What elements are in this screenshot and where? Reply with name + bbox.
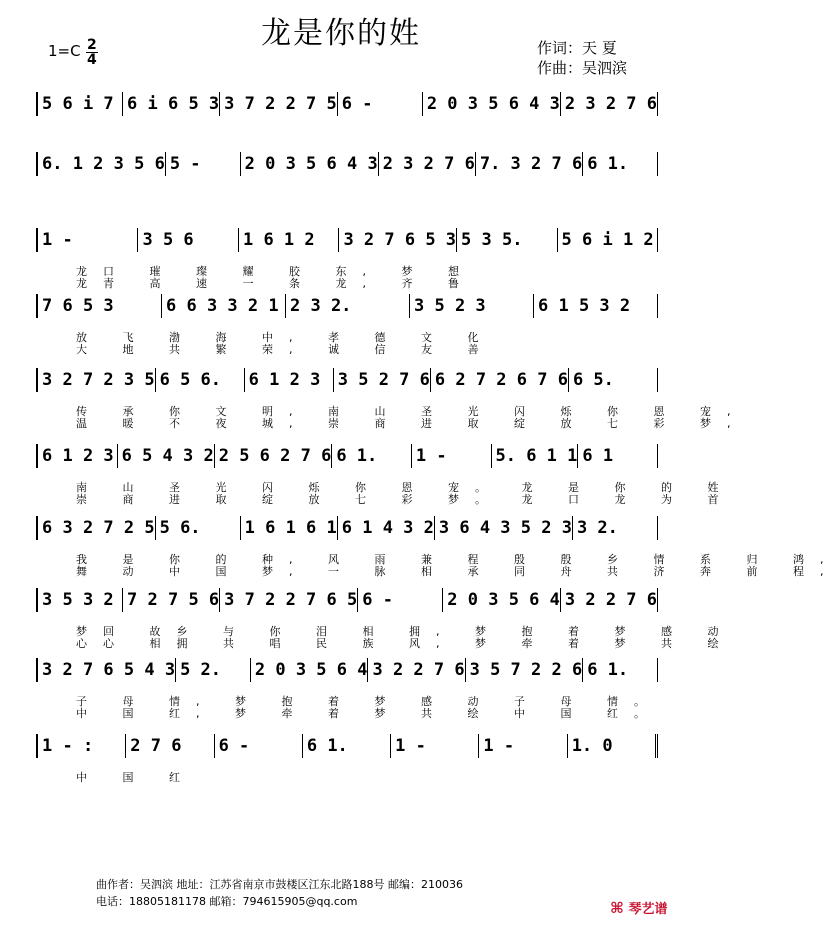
lyricist-credit: 作词：天 夏	[537, 39, 617, 57]
measure: 5 6.	[156, 516, 241, 540]
lyric-line: 舞 动 中 国 梦, 一 脉 相 承 同 舟 共 济 奔 前 程,	[76, 565, 839, 578]
key-signature: 1=C	[48, 42, 81, 60]
system-8	[36, 588, 735, 650]
logo-text: 琴艺谱	[628, 902, 668, 917]
measure: 6 i 6 5 3	[123, 92, 220, 116]
lyric-line: 我 是 你 的 种, 风 雨 兼 程 殷 殷 乡 情 系 归 鸿,	[76, 553, 839, 566]
measure: 3 5 7 2 2 6	[466, 658, 584, 682]
measure: 5 6 i 1 2	[558, 228, 658, 252]
measure: 6 -	[358, 588, 443, 612]
measure: 6 1	[578, 444, 658, 468]
staff-line	[36, 368, 658, 392]
system-9	[36, 658, 661, 720]
measure: 3 2 7 6 5 4 3	[38, 658, 176, 682]
measure: 2 7 6	[126, 734, 214, 758]
measure: 6 1.	[583, 152, 658, 176]
measure: 2 3 2 7 6	[561, 92, 658, 116]
measure: 2 5 6 2 7 6	[215, 444, 333, 468]
lyric-line: 龙口 璀 璨 耀 胶 东, 梦 想	[76, 265, 475, 278]
lyric-line: 南 山 圣 光 闪 烁 你 恩 宠。 龙 是 你 的 姓	[76, 481, 735, 494]
staff-line	[36, 658, 658, 682]
measure: 7 2 7 5 6	[123, 588, 220, 612]
footer-contact-line: 电话：18805181178 邮箱：794615905@qq.com	[96, 895, 358, 908]
lyric-line: 心心 相拥 共 唱 民 族 风, 梦 牵 着 梦 共 绘	[76, 637, 735, 650]
credits	[537, 38, 627, 78]
system-4	[36, 294, 658, 356]
lyric-line: 龙青 高 速 一 条 龙, 齐 鲁	[76, 277, 475, 290]
measure: 7. 3 2 7 6	[476, 152, 583, 176]
measure: 1. 0	[568, 734, 658, 758]
measure: 2 3 2.	[286, 294, 410, 318]
measure: 6 1 4 3 2	[338, 516, 435, 540]
staff-line	[36, 516, 658, 540]
lyric-line: 子 母 情, 梦 抱 着 梦 感 动 子 母 情。	[76, 695, 661, 708]
system-3	[36, 228, 658, 290]
lyric-line: 温 暖 不 夜 城, 崇 商 进 取 绽 放 七 彩 梦,	[76, 417, 747, 430]
measure: 6 1.	[583, 658, 658, 682]
measure: 2 0 3 5 6 4 3	[423, 92, 561, 116]
lyric-line: 中 国 红	[76, 771, 196, 784]
lyric-line: 梦回 故乡 与 你 泪 相 拥, 梦 抱 着 梦 感 动	[76, 625, 735, 638]
lyric-line: 传 承 你 文 明, 南 山 圣 光 闪 烁 你 恩 宠,	[76, 405, 747, 418]
system-5	[36, 368, 747, 430]
measure: 6 -	[215, 734, 303, 758]
staff-line	[36, 228, 658, 252]
staff-line	[36, 588, 658, 612]
lyric-line: 中 国 红, 梦 牵 着 梦 共 绘 中 国 红。	[76, 707, 661, 720]
measure: 6 5 6.	[156, 368, 245, 392]
measure: 6 -	[338, 92, 423, 116]
measure: 1 -	[38, 228, 138, 252]
measure: 6 5 4 3 2	[118, 444, 215, 468]
measure: 3 7 2 2 7 6 5	[220, 588, 358, 612]
measure: 6. 1 2 3 5 6	[38, 152, 166, 176]
measure: 5 -	[166, 152, 241, 176]
measure: 6 3 2 7 2 5	[38, 516, 156, 540]
logo-icon: ⌘	[610, 899, 624, 917]
system-1	[36, 92, 658, 116]
footer	[96, 876, 463, 910]
system-6	[36, 444, 735, 506]
measure: 3 2.	[573, 516, 658, 540]
staff-line	[36, 444, 658, 468]
measure: 3 5 2 7 6	[334, 368, 431, 392]
system-2	[36, 152, 658, 176]
measure: 7 6 5 3	[38, 294, 162, 318]
measure: 6 1 5 3 2	[534, 294, 658, 318]
measure: 5 2.	[176, 658, 251, 682]
measure: 3 5 3 2	[38, 588, 123, 612]
staff-line	[36, 92, 658, 116]
staff-line	[36, 152, 658, 176]
measure: 3 5 6	[138, 228, 238, 252]
measure: 6 6 3 3 2 1	[162, 294, 286, 318]
measure: 6 1.	[332, 444, 412, 468]
measure: 1 -	[391, 734, 479, 758]
measure: 1 6 1 2	[239, 228, 339, 252]
meter-bottom: 4	[87, 52, 97, 68]
measure: 2 0 3 5 6 4 3	[241, 152, 379, 176]
measure: 1 -	[412, 444, 492, 468]
time-signature	[86, 38, 98, 67]
measure: 6 5.	[569, 368, 658, 392]
meter-top: 2	[87, 37, 97, 53]
measure: 5 3 5.	[457, 228, 557, 252]
lyric-line: 放 飞 渤 海 中, 孝 德 文 化	[76, 331, 495, 344]
measure: 3 2 7 2 3 5	[38, 368, 156, 392]
measure: 6 1.	[303, 734, 391, 758]
measure: 6 1 2 3	[38, 444, 118, 468]
measure: 3 2 2 7 6	[368, 658, 465, 682]
measure: 2 0 3 5 6 4	[251, 658, 369, 682]
measure: 3 2 7 6 5 3	[339, 228, 457, 252]
measure: 3 2 2 7 6	[561, 588, 658, 612]
measure: 6 1 2 3	[245, 368, 334, 392]
lyric-line: 崇 商 进 取 绽 放 七 彩 梦。 龙 口 龙 为 首	[76, 493, 735, 506]
measure: 2 3 2 7 6	[379, 152, 476, 176]
system-7	[36, 516, 839, 578]
measure: 1 - :	[38, 734, 126, 758]
system-10	[36, 734, 658, 784]
measure: 2 0 3 5 6 4	[443, 588, 561, 612]
site-logo	[610, 898, 667, 917]
measure: 3 6 4 3 5 2 3	[435, 516, 573, 540]
measure: 1 6 1 6 1	[241, 516, 338, 540]
measure: 1 -	[479, 734, 567, 758]
staff-line	[36, 734, 658, 758]
footer-address-line: 曲作者：吴泗滨 地址：江苏省南京市鼓楼区江东北路188号 邮编：210036	[96, 878, 463, 891]
staff-line	[36, 294, 658, 318]
measure: 3 5 2 3	[410, 294, 534, 318]
measure: 6 2 7 2 6 7 6	[431, 368, 569, 392]
composer-credit: 作曲：吴泗滨	[537, 59, 628, 77]
measure: 3 7 2 2 7 5	[220, 92, 338, 116]
song-title: 龙是你的姓	[261, 16, 421, 51]
lyric-line: 大 地 共 繁 荣, 诚 信 友 善	[76, 343, 495, 356]
measure: 5. 6 1 1	[492, 444, 579, 468]
measure: 5 6 i 7	[38, 92, 123, 116]
